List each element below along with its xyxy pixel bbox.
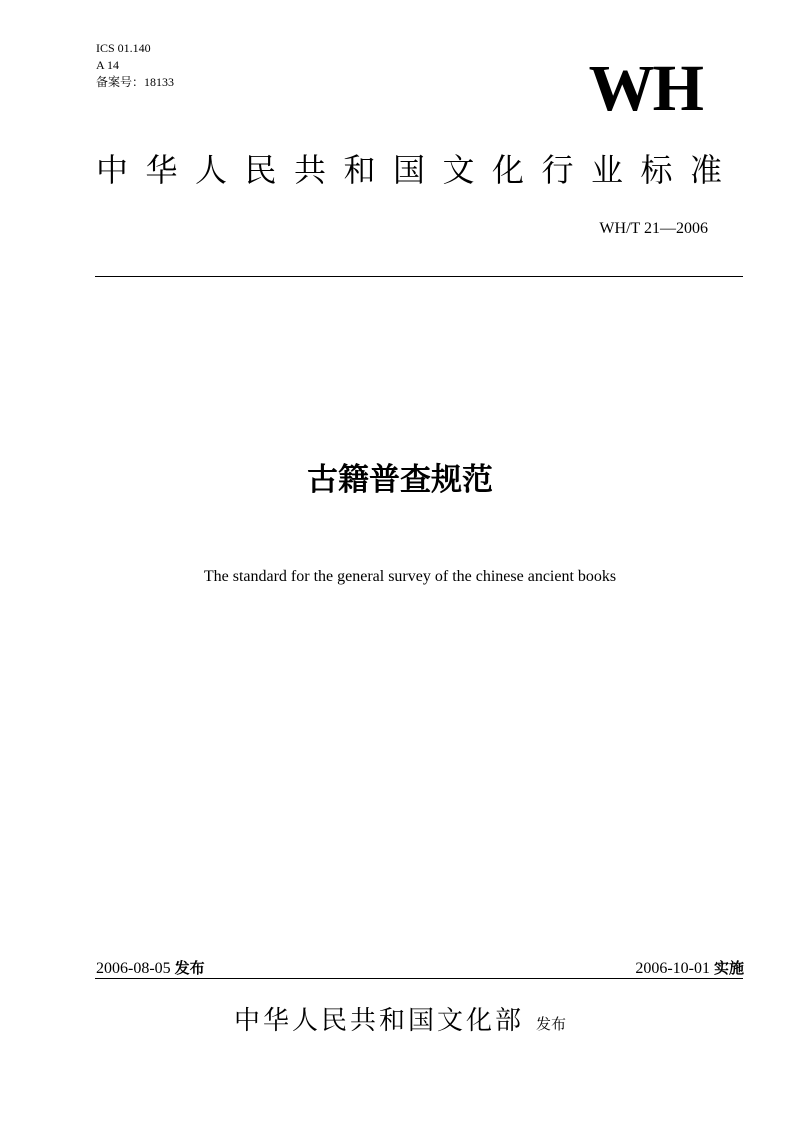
bottom-divider (95, 978, 743, 979)
standard-code: WH/T 21—2006 (599, 220, 708, 237)
standard-category: 中华人民共和国文化行业标准 (96, 151, 740, 189)
implementation-date (635, 957, 744, 980)
implementation-label: 实施 (713, 959, 744, 977)
wh-logo: WH (588, 52, 702, 125)
implementation-date-value: 2006-10-01 (635, 960, 710, 977)
issue-date-value: 2006-08-05 (96, 960, 171, 977)
publisher-line (0, 1000, 800, 1037)
record-number: 备案号：18133 (96, 75, 175, 89)
ccs-code: A 14 (96, 58, 120, 72)
issue-label: 发布 (174, 959, 205, 977)
top-divider (95, 276, 743, 277)
classification-block (96, 40, 174, 91)
document-title-chinese: 古籍普查规范 (307, 462, 493, 498)
issue-date (96, 957, 205, 980)
publisher-action: 发布 (536, 1015, 567, 1033)
document-title-english: The standard for the general survey of the chinese ancient books (203, 568, 617, 585)
ics-code: ICS 01.140 (96, 41, 151, 55)
publisher-organization: 中华人民共和国文化部 (233, 1006, 524, 1036)
